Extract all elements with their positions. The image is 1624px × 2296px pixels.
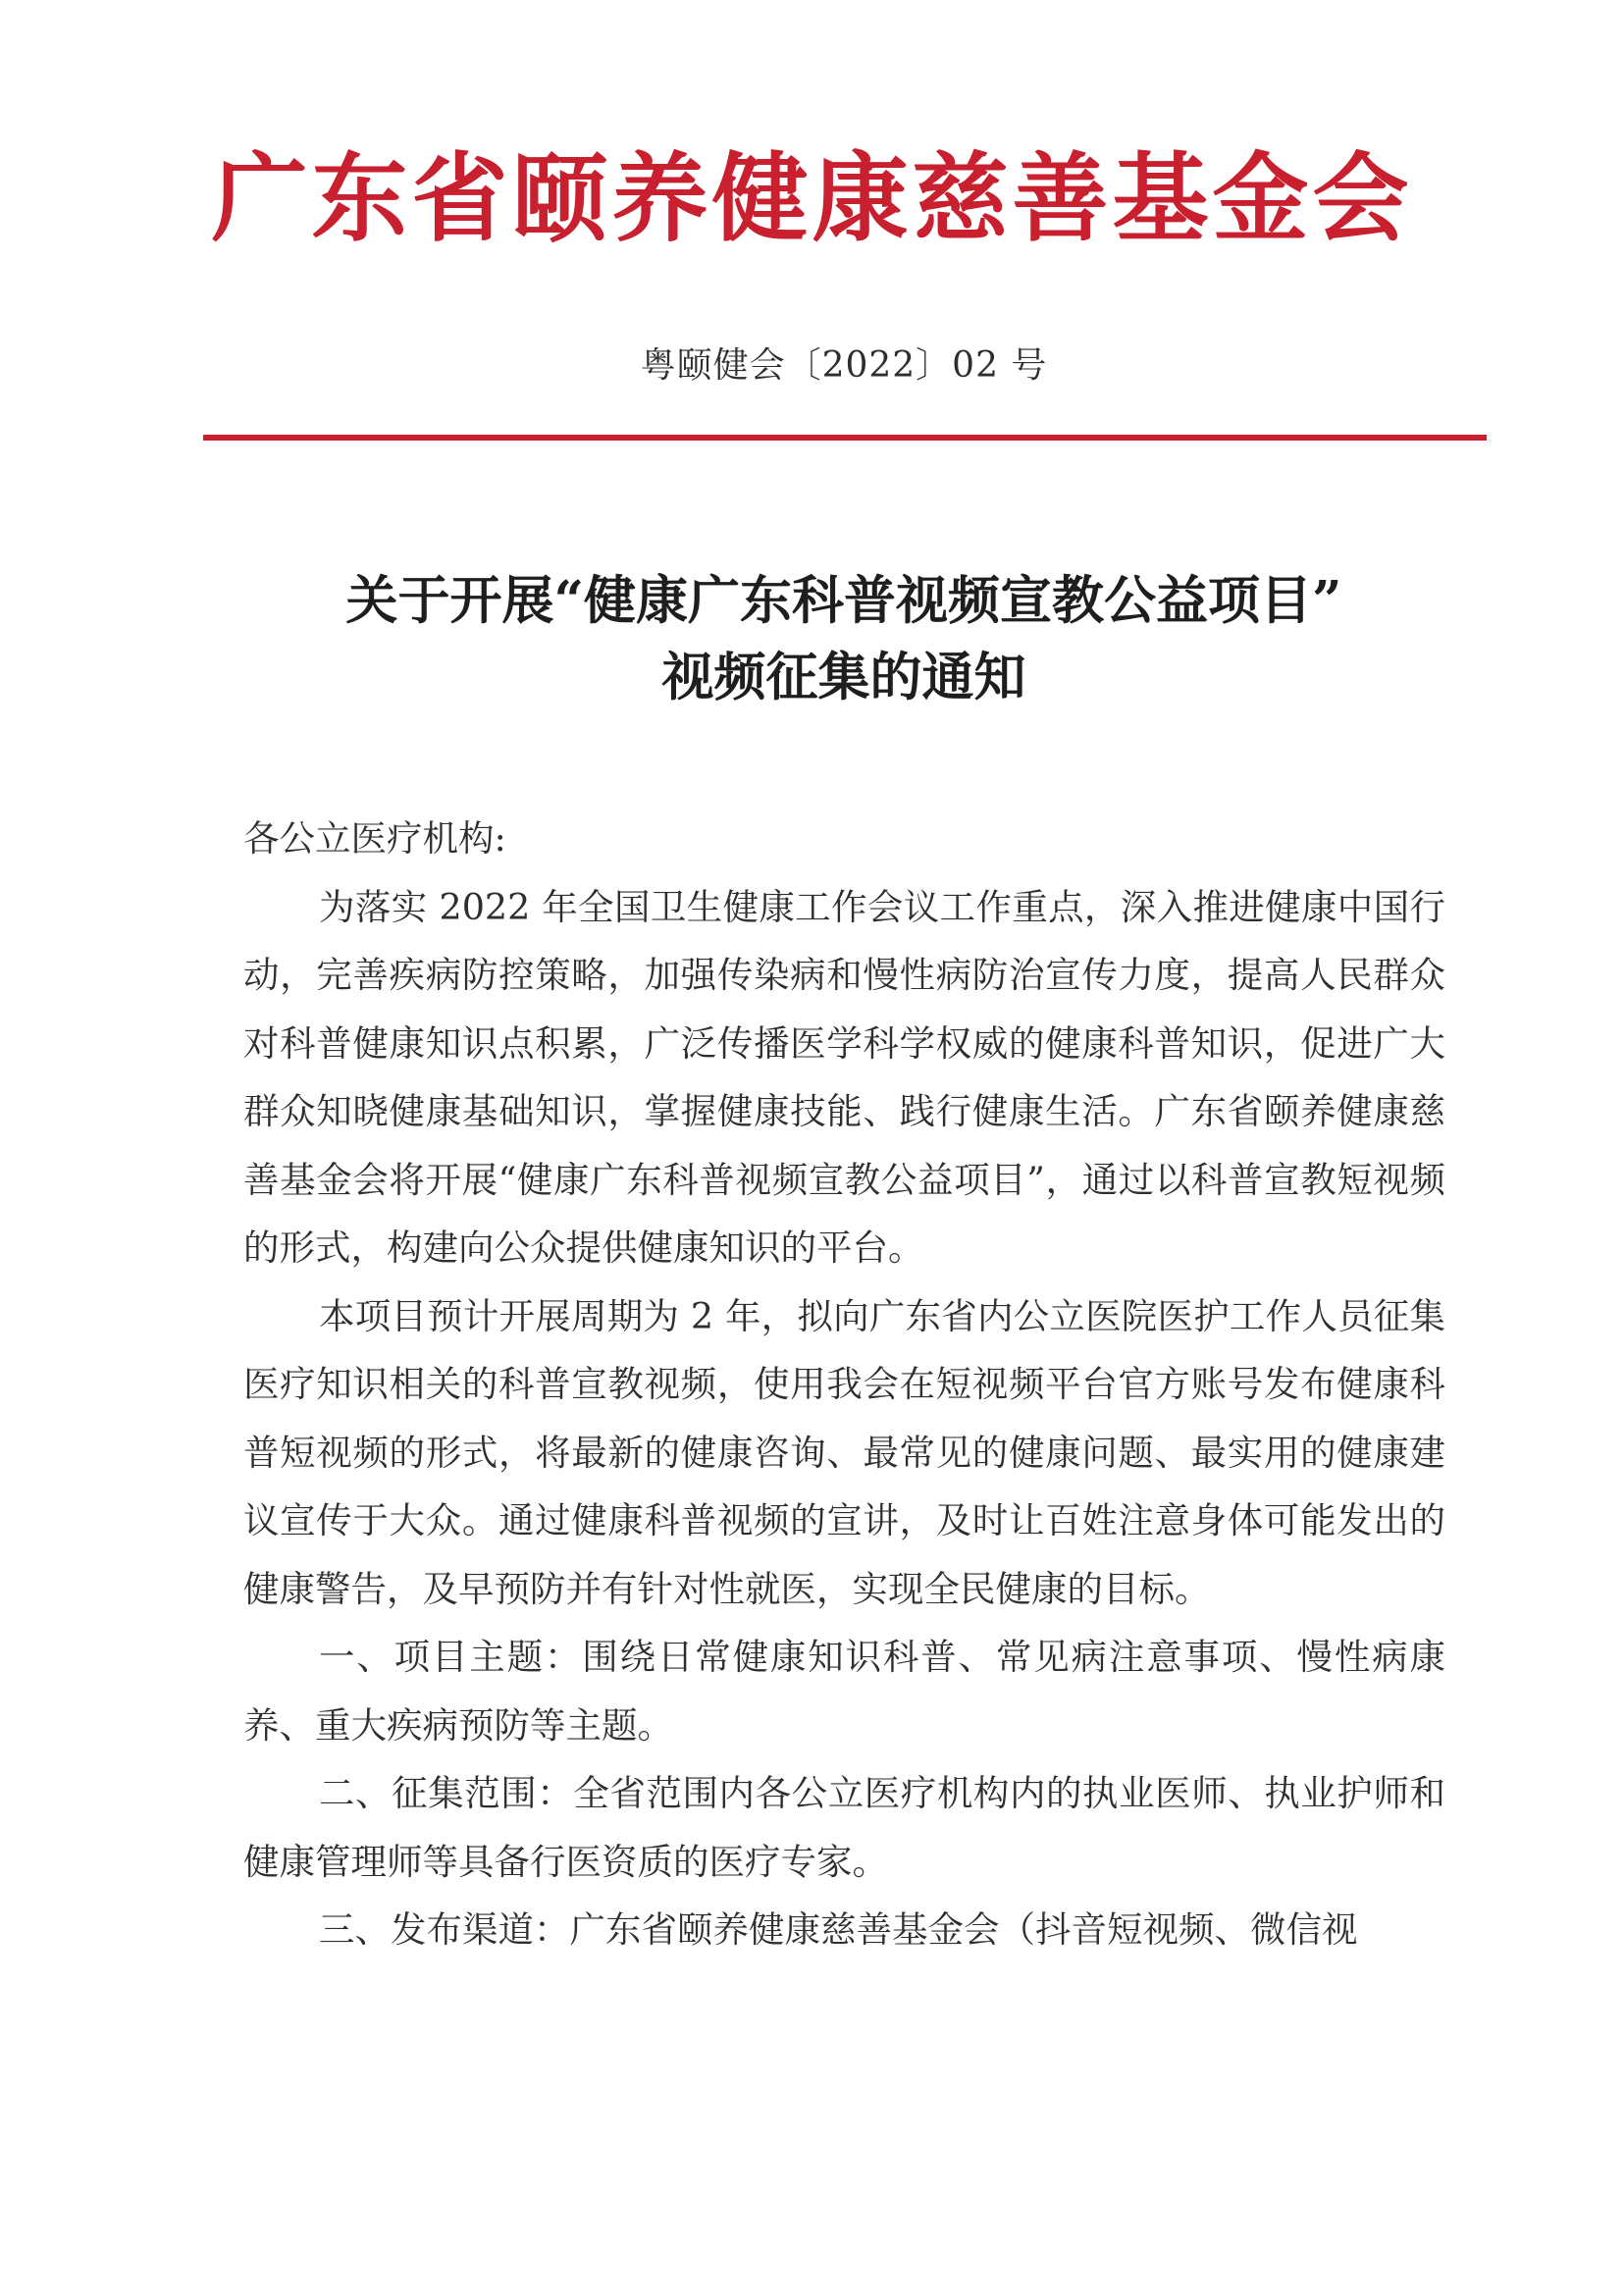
letterhead-divider [203,435,1487,441]
title-line-1: 关于开展“健康广东科普视频宣教公益项目” [345,570,1342,631]
salutation: 各公立医疗机构: [243,817,506,860]
document-title [196,562,1492,715]
organization-letterhead: 广东省颐养健康慈善基金会 [211,142,1413,255]
title-line-2: 视频征集的通知 [661,647,1026,707]
document-number: 粤颐健会〔2022〕02 号 [640,345,1048,386]
section-project-theme: 一、项目主题：围绕日常健康知识科普、常见病注意事项、慢性病康养、重大疾病预防等主题。 [243,1636,1445,1747]
document-body [243,805,1445,1964]
body-paragraph: 本项目预计开展周期为 2 年，拟向广东省内公立医院医护工作人员征集医疗知识相关的科普宣教视频，使用我会在短视频平台官方账号发布健康科普短视频的形式，将最新的健康咨询、最常见的健康问题、最实用的健康建议宣传于大众。通过健康科普视频的宣讲，及时让百姓注意身体可能发出的健康警告，及早预防并有针对性就医，实现全民健康的目标。 [243,1294,1445,1610]
body-paragraph: 为落实 2022 年全国卫生健康工作会议工作重点，深入推进健康中国行动，完善疾病防控策略，加强传染病和慢性病防治宣传力度，提高人民群众对科普健康知识点积累，广泛传播医学科学权威的健康科普知识，促进广大群众知晓健康基础知识，掌握健康技能、践行健康生活。广东省颐养健康慈善基金会将开展“健康广东科普视频宣教公益项目”，通过以科普宣教短视频的形式，构建向公众提供健康知识的平台。 [243,885,1445,1269]
section-release-channels: 三、发布渠道：广东省颐养健康慈善基金会（抖音短视频、微信视 [319,1908,1358,1951]
section-collection-scope: 二、征集范围：全省范围内各公立医疗机构内的执业医师、执业护师和健康管理师等具备行医资质的医疗专家。 [243,1772,1445,1883]
